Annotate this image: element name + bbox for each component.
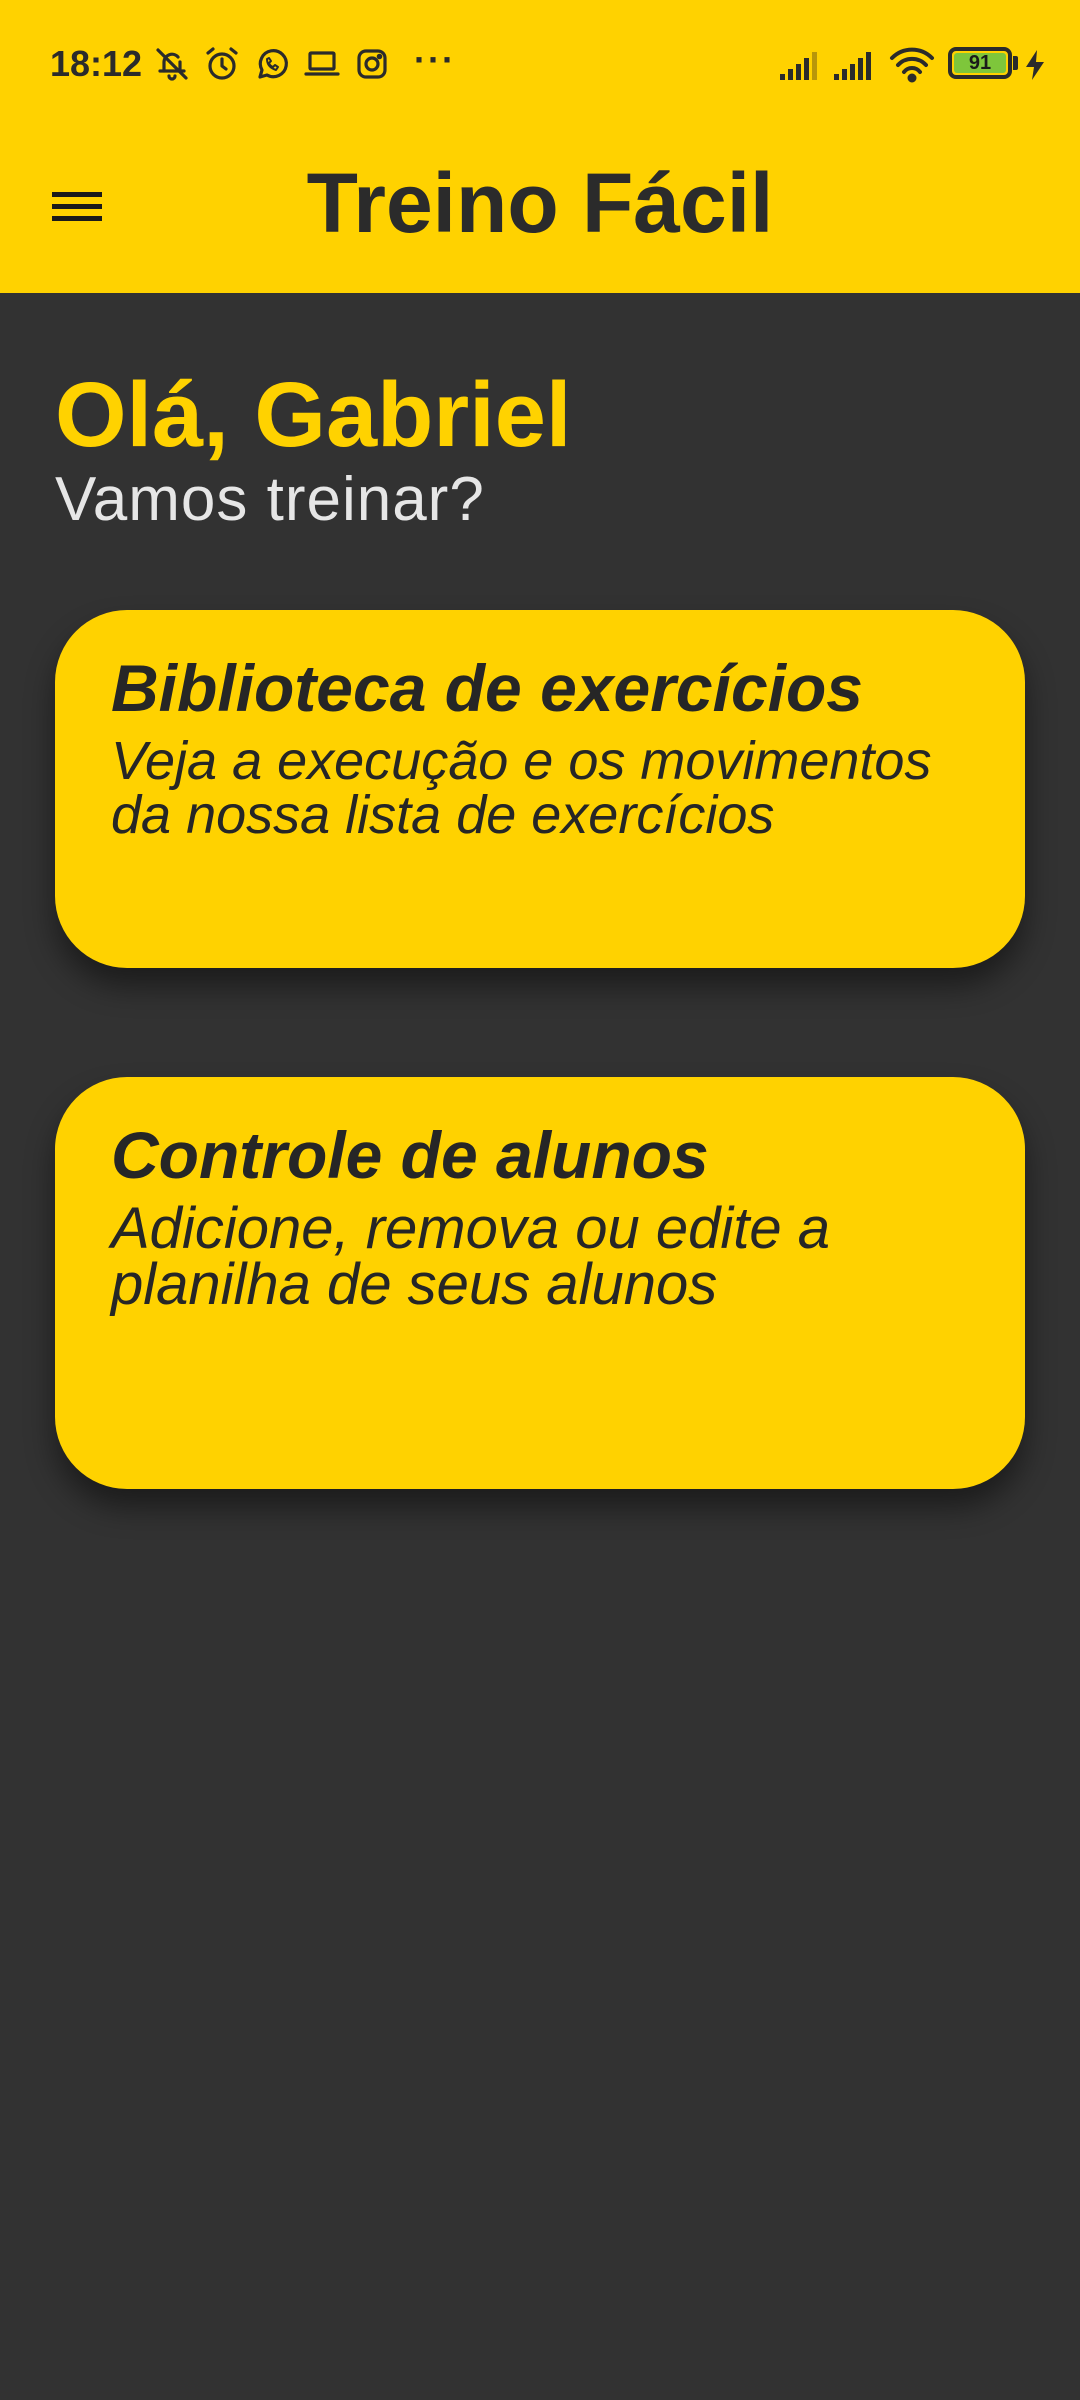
- instagram-icon: [352, 44, 392, 84]
- wifi-icon: [888, 44, 936, 84]
- app-bar: [0, 128, 1080, 293]
- signal-icon: [778, 44, 822, 84]
- battery-level: 91: [968, 52, 992, 74]
- status-time: 18:12: [50, 43, 143, 84]
- alarm-icon: [202, 44, 242, 84]
- battery-icon: [948, 47, 1012, 79]
- status-bar: [0, 0, 1080, 128]
- card-description: Veja a execução e os movimentos da nossa lista de exercícios: [111, 731, 932, 845]
- battery-tip: [1013, 56, 1018, 70]
- signal-icon: [832, 44, 876, 84]
- top-bar: [0, 0, 1080, 293]
- app-title: Treino Fácil: [306, 156, 774, 250]
- greeting-title: Olá, Gabriel: [55, 364, 572, 466]
- bell-off-icon: [152, 44, 192, 84]
- laptop-icon: [302, 44, 342, 84]
- greeting-subtitle: Vamos treinar?: [55, 465, 485, 534]
- student-control-card[interactable]: [55, 1077, 1025, 1489]
- exercise-library-card[interactable]: [55, 610, 1025, 968]
- card-description: Adicione, remova ou edite a planilha de seus alunos: [111, 1196, 830, 1317]
- charging-bolt-icon: [1022, 48, 1048, 82]
- whatsapp-icon: [252, 44, 292, 84]
- more-notifications-indicator: ···: [414, 39, 456, 80]
- card-title: Controle de alunos: [111, 1118, 709, 1192]
- card-title: Biblioteca de exercícios: [111, 651, 864, 725]
